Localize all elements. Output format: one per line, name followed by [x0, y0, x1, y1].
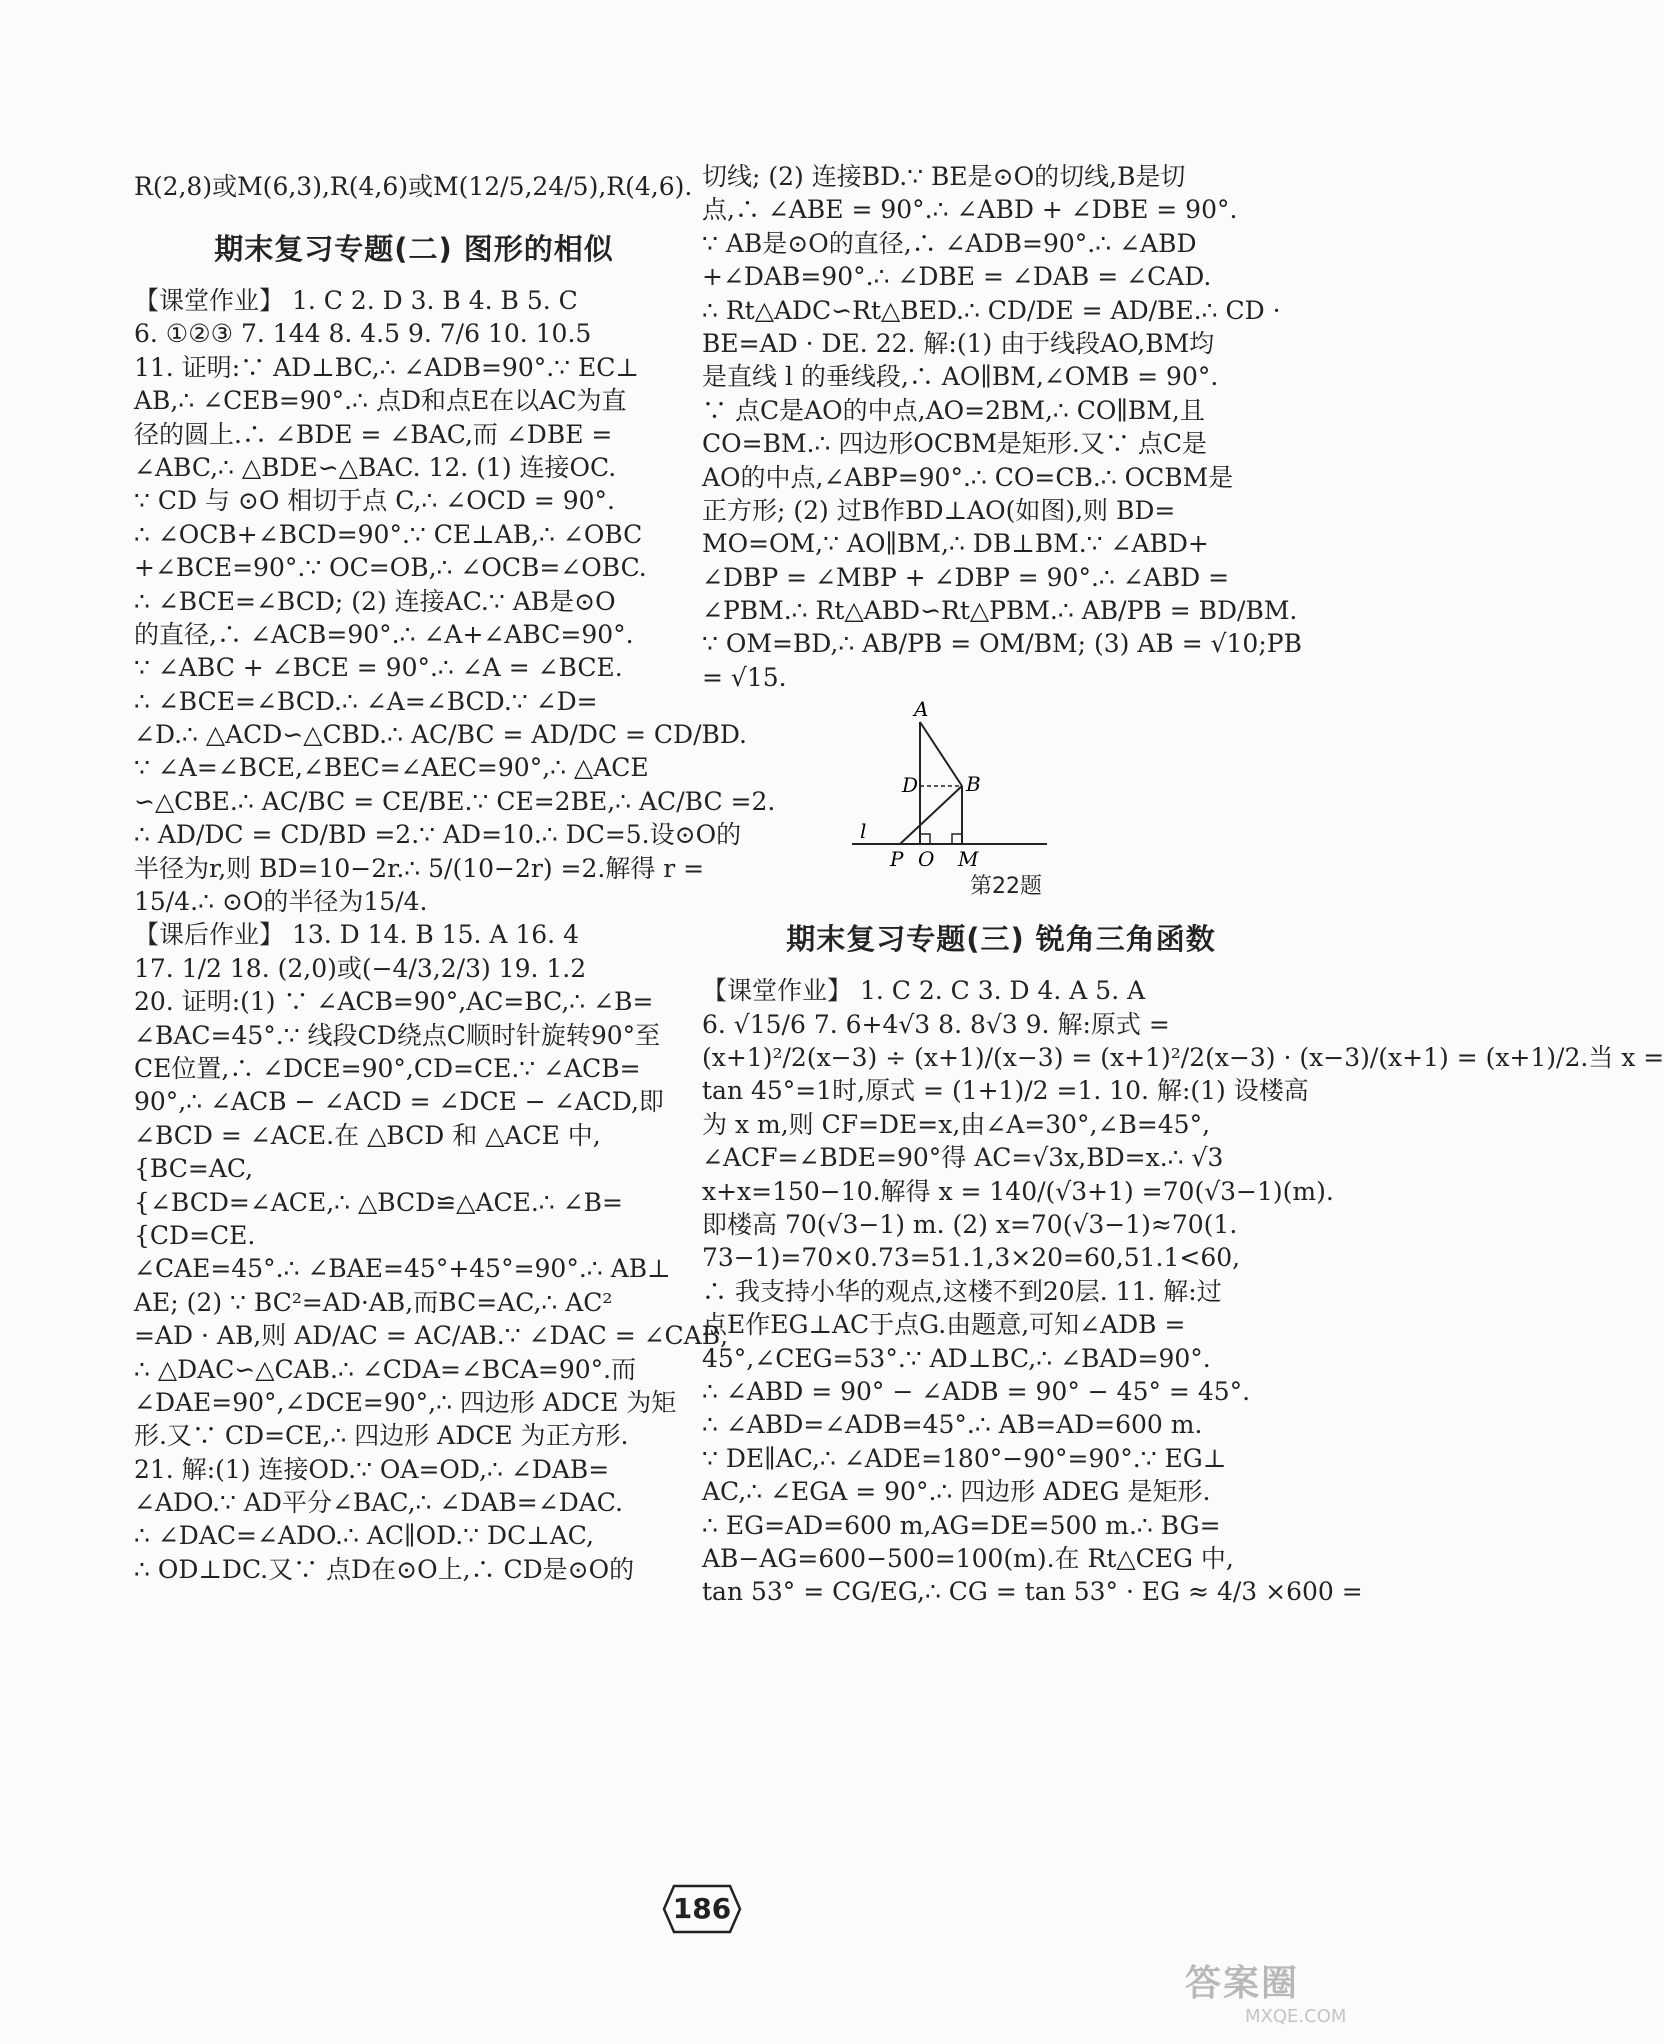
label-B: B: [966, 772, 981, 797]
answer-line: =AD · AB,则 AD/AC = AC/AB.∵ ∠DAC = ∠CAB,: [134, 1321, 729, 1351]
answer-line: AE; (2) ∵ BC²=AD·AB,而BC=AC,∴ AC²: [134, 1287, 613, 1317]
answer-line: ∴ AD/DC = CD/BD =2.∵ AD=10.∴ DC=5.设⊙O的: [134, 820, 742, 850]
answer-line: ∠PBM.∴ Rt△ABD∽Rt△PBM.∴ AB/PB = BD/BM.: [702, 596, 1298, 626]
label-D: D: [902, 773, 919, 798]
answer-line: 11. 证明:∵ AD⊥BC,∴ ∠ADB=90°.∵ EC⊥: [134, 352, 639, 382]
answer-line: 即楼高 70(√3−1) m. (2) x=70(√3−1)≈70(1.: [702, 1209, 1238, 1239]
answer-line: ∴ ∠OCB+∠BCD=90°.∵ CE⊥AB,∴ ∠OBC: [134, 519, 643, 549]
answer-line: ∴ △DAC∽△CAB.∴ ∠CDA=∠BCA=90°.而: [134, 1354, 637, 1384]
answer-line: 17. 1/2 18. (2,0)或(−4/3,2/3) 19. 1.2: [134, 953, 587, 983]
answer-line: ∵ DE∥AC,∴ ∠ADE=180°−90°=90°.∵ EG⊥: [702, 1443, 1227, 1473]
answer-line: +∠DAB=90°.∴ ∠DBE = ∠DAB = ∠CAD.: [702, 262, 1212, 292]
answer-line: ∴ ∠ABD=∠ADB=45°.∴ AB=AD=600 m.: [702, 1410, 1203, 1440]
answer-line: 点,∴ ∠ABE = 90°.∴ ∠ABD + ∠DBE = 90°.: [702, 195, 1238, 225]
geometry-diagram: [852, 694, 1052, 872]
answer-line: x+x=150−10.解得 x = 140/(√3+1) =70(√3−1)(m).: [702, 1176, 1334, 1206]
answer-line: 半径为r,则 BD=10−2r.∴ 5/(10−2r) =2.解得 r =: [134, 853, 705, 883]
answer-line: ∴ ∠BCE=∠BCD.∴ ∠A=∠BCD.∵ ∠D=: [134, 686, 598, 716]
answer-line: ∠ACF=∠BDE=90°得 AC=√3x,BD=x.∴ √3: [702, 1143, 1224, 1173]
segment-AB: [920, 722, 962, 786]
answer-line: ∴ ∠DAC=∠ADO.∴ AC∥OD.∵ DC⊥AC,: [134, 1521, 594, 1551]
watermark-logo: 答案圈: [1185, 1963, 1300, 2004]
answer-line: ∴ Rt△ADC∽Rt△BED.∴ CD/DE = AD/BE.∴ CD ·: [702, 295, 1281, 325]
answer-line: AB−AG=600−500=100(m).在 Rt△CEG 中,: [702, 1543, 1234, 1573]
answer-line: CE位置,∴ ∠DCE=90°,CD=CE.∵ ∠ACB=: [134, 1053, 641, 1083]
answer-line: AC,∴ ∠EGA = 90°.∴ 四边形 ADEG 是矩形.: [702, 1477, 1211, 1507]
answer-line: ∠CAE=45°.∴ ∠BAE=45°+45°=90°.∴ AB⊥: [134, 1254, 671, 1284]
answer-line: ∠D.∴ △ACD∽△CBD.∴ AC/BC = AD/DC = CD/BD.: [134, 720, 747, 750]
figure-caption: 第22题: [970, 874, 1042, 900]
answer-line: {∠BCD=∠ACE,∴ △BCD≌△ACE.∴ ∠B=: [134, 1187, 623, 1217]
answer-line: 径的圆上.∴ ∠BDE = ∠BAC,而 ∠DBE =: [134, 419, 613, 449]
right-angle-O: [920, 834, 930, 844]
answer-line: ∵ ∠A=∠BCE,∠BEC=∠AEC=90°,∴ △ACE: [134, 753, 649, 783]
answer-line: 【课堂作业】 1. C 2. C 3. D 4. A 5. A: [702, 976, 1146, 1006]
watermark-url: MXQE.COM: [1245, 2006, 1347, 2027]
answer-line: {BC=AC,: [134, 1154, 254, 1184]
answer-line: 形.又∵ CD=CE,∴ 四边形 ADCE 为正方形.: [134, 1421, 629, 1451]
answer-line: AO的中点,∠ABP=90°.∴ CO=CB.∴ OCBM是: [702, 462, 1234, 492]
answer-line: 20. 证明:(1) ∵ ∠ACB=90°,AC=BC,∴ ∠B=: [134, 987, 654, 1017]
answer-line: 正方形; (2) 过B作BD⊥AO(如图),则 BD=: [702, 495, 1176, 525]
answer-line: ∠ABC,∴ △BDE∽△BAC. 12. (1) 连接OC.: [134, 452, 617, 482]
answer-line: ∠ADO.∵ AD平分∠BAC,∴ ∠DAB=∠DAC.: [134, 1488, 623, 1518]
label-l: l: [860, 819, 867, 844]
figure-22: [702, 694, 1300, 904]
answer-line: 点E作EG⊥AC于点G.由题意,可知∠ADB =: [702, 1310, 1186, 1340]
answer-line: 6. √15/6 7. 6+4√3 8. 8√3 9. 解:原式 =: [702, 1009, 1170, 1039]
label-A: A: [914, 697, 929, 722]
answer-line: 21. 解:(1) 连接OD.∵ OA=OD,∴ ∠DAB=: [134, 1454, 610, 1484]
right-angle-M: [952, 834, 962, 844]
answer-line: ∵ OM=BD,∴ AB/PB = OM/BM; (3) AB = √10;PB: [702, 629, 1302, 659]
answer-line: ∠DBP = ∠MBP + ∠DBP = 90°.∴ ∠ABD =: [702, 562, 1230, 592]
answer-line: 的直径,∴ ∠ACB=90°.∴ ∠A+∠ABC=90°.: [134, 619, 634, 649]
right-column: [702, 160, 1664, 1609]
answer-line: 90°,∴ ∠ACB − ∠ACD = ∠DCE − ∠ACD,即: [134, 1087, 664, 1117]
answer-line: AB,∴ ∠CEB=90°.∴ 点D和点E在以AC为直: [134, 386, 627, 416]
answer-line: ∴ ∠ABD = 90° − ∠ADB = 90° − 45° = 45°.: [702, 1376, 1251, 1406]
answer-line: ∴ 我支持小华的观点,这楼不到20层. 11. 解:过: [702, 1276, 1222, 1306]
label-M: M: [958, 847, 979, 872]
answer-line: 【课后作业】 13. D 14. B 15. A 16. 4: [134, 920, 579, 950]
answer-line: = √15.: [702, 662, 787, 692]
page-number-badge: [660, 1880, 744, 1938]
answer-line: ∵ AB是⊙O的直径,∴ ∠ADB=90°.∴ ∠ABD: [702, 228, 1197, 258]
answer-line: ∽△CBE.∴ AC/BC = CE/BE.∵ CE=2BE,∴ AC/BC =2.: [134, 786, 776, 816]
answer-line: ∴ OD⊥DC.又∵ 点D在⊙O上,∴ CD是⊙O的: [134, 1554, 635, 1584]
answer-line: R(2,8)或M(6,3),R(4,6)或M(12/5,24/5),R(4,6).: [134, 172, 693, 201]
answer-line: 【课堂作业】 1. C 2. D 3. B 4. B 5. C: [134, 286, 578, 315]
answer-line: {CD=CE.: [134, 1220, 256, 1250]
answer-line: 6. ①②③ 7. 144 8. 4.5 9. 7/6 10. 10.5: [134, 319, 592, 349]
answer-line: ∴ EG=AD=600 m,AG=DE=500 m.∴ BG=: [702, 1510, 1221, 1540]
label-O: O: [918, 847, 935, 872]
answer-line: ∠BAC=45°.∵ 线段CD绕点C顺时针旋转90°至: [134, 1020, 661, 1050]
answer-line: 为 x m,则 CF=DE=x,由∠A=30°,∠B=45°,: [702, 1109, 1211, 1139]
answer-line: 是直线 l 的垂线段,∴ AO∥BM,∠OMB = 90°.: [702, 362, 1219, 392]
answer-line: ∴ ∠BCE=∠BCD; (2) 连接AC.∵ AB是⊙O: [134, 586, 616, 616]
section-heading-3: 期末复习专题(三) 锐角三角函数: [786, 922, 1216, 957]
answer-line: BE=AD · DE. 22. 解:(1) 由于线段AO,BM均: [702, 328, 1215, 358]
answer-line: tan 45°=1时,原式 = (1+1)/2 =1. 10. 解:(1) 设楼高: [702, 1076, 1309, 1106]
answer-line: CO=BM.∴ 四边形OCBM是矩形.又∵ 点C是: [702, 429, 1207, 459]
page-number: 186: [672, 1892, 732, 1925]
answer-line: +∠BCE=90°.∵ OC=OB,∴ ∠OCB=∠OBC.: [134, 553, 647, 583]
left-column: [134, 160, 776, 1586]
answer-line: 15/4.∴ ⊙O的半径为15/4.: [134, 887, 428, 917]
answer-line: ∠DAE=90°,∠DCE=90°,∴ 四边形 ADCE 为矩: [134, 1387, 677, 1417]
answer-line: ∵ ∠ABC + ∠BCE = 90°.∴ ∠A = ∠BCE.: [134, 653, 623, 683]
answer-line: ∵ CD 与 ⊙O 相切于点 C,∴ ∠OCD = 90°.: [134, 486, 616, 516]
answer-line: 45°,∠CEG=53°.∵ AD⊥BC,∴ ∠BAD=90°.: [702, 1343, 1211, 1373]
answer-line: ∵ 点C是AO的中点,AO=2BM,∴ CO∥BM,且: [702, 395, 1205, 425]
answer-line: 73−1)=70×0.73=51.1,3×20=60,51.1<60,: [702, 1243, 1241, 1273]
answer-line: tan 53° = CG/EG,∴ CG = tan 53° · EG ≈ 4/3 ×600 =: [702, 1577, 1363, 1607]
label-P: P: [890, 847, 904, 872]
answer-line: (x+1)²/2(x−3) ÷ (x+1)/(x−3) = (x+1)²/2(x−3) · (x−3)/(x+1) = (x+1)/2.当 x =: [702, 1043, 1664, 1073]
answer-line: 切线; (2) 连接BD.∵ BE是⊙O的切线,B是切: [702, 162, 1186, 191]
answer-line: MO=OM,∵ AO∥BM,∴ DB⊥BM.∵ ∠ABD+: [702, 529, 1209, 559]
answer-line: ∠BCD = ∠ACE.在 △BCD 和 △ACE 中,: [134, 1120, 601, 1150]
section-heading-2: 期末复习专题(二) 图形的相似: [214, 232, 614, 266]
